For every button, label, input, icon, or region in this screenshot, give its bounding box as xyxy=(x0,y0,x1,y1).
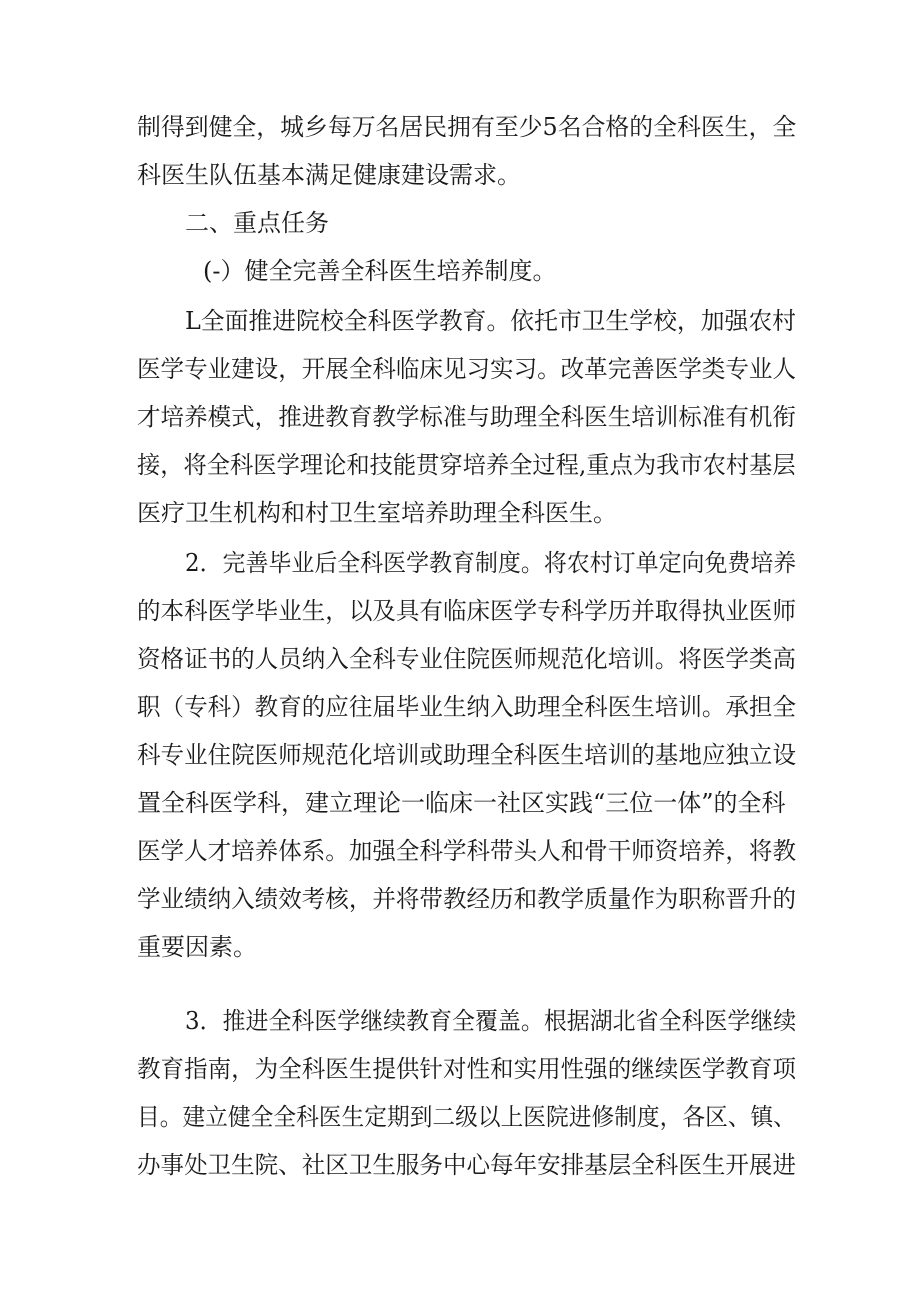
subsection-heading: (-）健全完善全科医生培养制度。 xyxy=(203,257,557,285)
section-heading: 二、重点任务 xyxy=(185,209,329,237)
body-text-line: 置全科医学科，建立理论一临床一社区实践“三位一体”的全科 xyxy=(137,789,786,817)
body-text-line: 学业绩纳入绩效考核，并将带教经历和教学质量作为职称晋升的 xyxy=(137,885,796,913)
body-text-line: 医学人才培养体系。加强全科学科带头人和骨干师资培养，将教 xyxy=(137,837,796,865)
body-text-line: 办事处卫生院、社区卫生服务中心每年安排基层全科医生开展进 xyxy=(137,1151,796,1179)
body-text-line: 科医生队伍基本满足健康建设需求。 xyxy=(137,161,521,189)
body-text-line: 教育指南，为全科医生提供针对性和实用性强的继续医学教育项 xyxy=(137,1055,796,1083)
body-text-line: 的本科医学毕业生，以及具有临床医学专科学历并取得执业医师 xyxy=(137,597,796,625)
body-text-line: 科专业住院医师规范化培训或助理全科医生培训的基地应独立设 xyxy=(137,741,796,769)
body-text-line: 医学专业建设，开展全科临床见习实习。改革完善医学类专业人 xyxy=(137,355,796,383)
body-text-line: 2．完善毕业后全科医学教育制度。将农村订单定向免费培养 xyxy=(185,549,797,577)
body-text-line: 资格证书的人员纳入全科专业住院医师规范化培训。将医学类高 xyxy=(137,645,796,673)
body-text-line: 3．推进全科医学继续教育全覆盖。根据湖北省全科医学继续 xyxy=(185,1007,797,1035)
body-text-line: L全面推进院校全科医学教育。依托市卫生学校，加强农村 xyxy=(185,307,796,335)
body-text-line: 目。建立健全全科医生定期到二级以上医院进修制度，各区、镇、 xyxy=(137,1103,796,1131)
body-text-line: 接，将全科医学理论和技能贯穿培养全过程,重点为我市农村基层 xyxy=(137,451,796,479)
body-text-line: 职（专科）教育的应往届毕业生纳入助理全科医生培训。承担全 xyxy=(137,693,796,721)
body-text-line: 才培养模式，推进教育教学标准与助理全科医生培训标准有机衔 xyxy=(137,403,796,431)
body-text-line: 重要因素。 xyxy=(137,933,257,961)
body-text-line: 医疗卫生机构和村卫生室培养助理全科医生。 xyxy=(137,499,617,527)
body-text-line: 制得到健全，城乡每万名居民拥有至少5名合格的全科医生，全 xyxy=(137,113,797,141)
